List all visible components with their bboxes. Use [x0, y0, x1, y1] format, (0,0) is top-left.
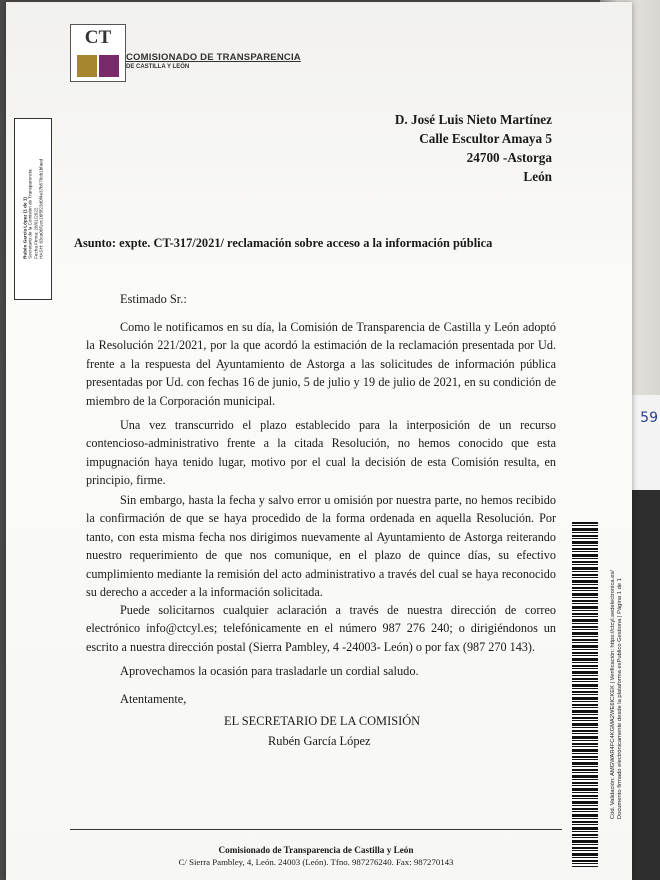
recipient-street: Calle Escultor Amaya 5 — [419, 131, 552, 146]
stamp-line-3: Fecha Firma: 28/01/2022 — [33, 207, 38, 260]
signature-title: EL SECRETARIO DE LA COMISIÓN — [224, 714, 421, 728]
paragraph-2: Una vez transcurrido el plazo establecido para la interposición de un recurso contencioso-administrativo frente a la citada Resolución, no hemos conocido que esta impugnación haya tenido lugar, motivo por el cual la decisión de esta Comisión resulta, en principio, firme. — [86, 418, 556, 488]
subject-line: Asunto: expte. CT-317/2021/ reclamación sobre acceso a la información pública — [74, 236, 493, 250]
ct-logo — [70, 24, 126, 82]
paragraph-3: Sin embargo, hasta la fecha y salvo error u omisión por nuestra parte, no hemos recibido la confirmación de que se haya procedido de la forma ordenada en aquella Resolución. Por tanto, con esta misma fecha nos dirigimos nuevamente al Ayuntamiento de Astorga reiterando nuestro requerimiento de que nos comunique, en el plazo de quince días, su efectivo cumplimiento mediante la remisión del acto administrativo a través del cual se haya reconocido su derecho a acceder a la información solicitada. — [86, 493, 556, 600]
recipient-postal: 24700 -Astorga — [466, 150, 552, 165]
logo-text: CT — [84, 27, 112, 48]
signature-name: Rubén García López — [268, 734, 371, 748]
stamp-line-2: Secretario de la Comisión de Transparencia — [27, 169, 33, 260]
closing-line: Aprovechamos la ocasión para trasladarle un cordial saludo. — [120, 664, 419, 678]
letter-page — [6, 2, 632, 880]
stamp-line-1: Rubén García López (1 de 1) — [22, 197, 28, 260]
sign-off: Atentamente, — [120, 692, 187, 706]
recipient-address — [395, 110, 552, 186]
recipient-name: D. José Luis Nieto Martínez — [394, 112, 552, 127]
org-name: COMISIONADO DE TRANSPARENCIA — [126, 52, 301, 63]
validation-code — [603, 522, 629, 867]
signature-stamp — [14, 118, 52, 300]
footer-contact: C/ Sierra Pambley, 4, León. 24003 (León). Tfno. 987276240. Fax: 987270143 — [178, 857, 454, 867]
background-note-number: 59 — [640, 410, 658, 426]
paragraph-4: Puede solicitarnos cualquier aclaración a través de nuestra dirección de correo electrónico info@ctcyl.es; telefónicamente en el número 987 276 240; o dirigiéndonos un escrito a nuestra dirección postal (Sierra Pambley, 4 -24003- León) o por fax (987 270 143). — [86, 603, 556, 654]
barcode-icon — [572, 522, 598, 867]
recipient-province: León — [523, 169, 552, 184]
paragraph-1: Como le notificamos en su día, la Comisión de Transparencia de Castilla y León adoptó la Resolución 221/2021, por la que acordó la estimación de la reclamación presentada por Ud. frente a la respuesta del Ayuntamiento de Astorga a las solicitudes de información pública presentadas por Ud. con fechas 16 de junio, 5 de julio y 19 de julio de 2021, en su condición de miembro de la Corporación municipal. — [86, 320, 556, 408]
validation-line-1: Cód. Validación: AMGWAR4FC4KGMA2WE6ICKEK | Verificación: https://ctcyl.sedelectronica.es/ — [609, 570, 616, 819]
footer-divider — [70, 829, 562, 830]
stamp-line-4: HASH: 63ca06f1ec16f5f23d0f4e37b578cb1bfaed — [38, 158, 44, 260]
validation-line-2: Documento firmado electrónicamente desde la plataforma esPublico Gestiona | Página 1 de 1 — [616, 578, 622, 819]
footer-org: Comisionado de Transparencia de Castilla y León — [218, 845, 414, 855]
greeting: Estimado Sr.: — [120, 292, 187, 306]
castle-lion-crest-icon — [77, 55, 119, 77]
org-subtitle: DE CASTILLA Y LEÓN — [126, 64, 190, 70]
